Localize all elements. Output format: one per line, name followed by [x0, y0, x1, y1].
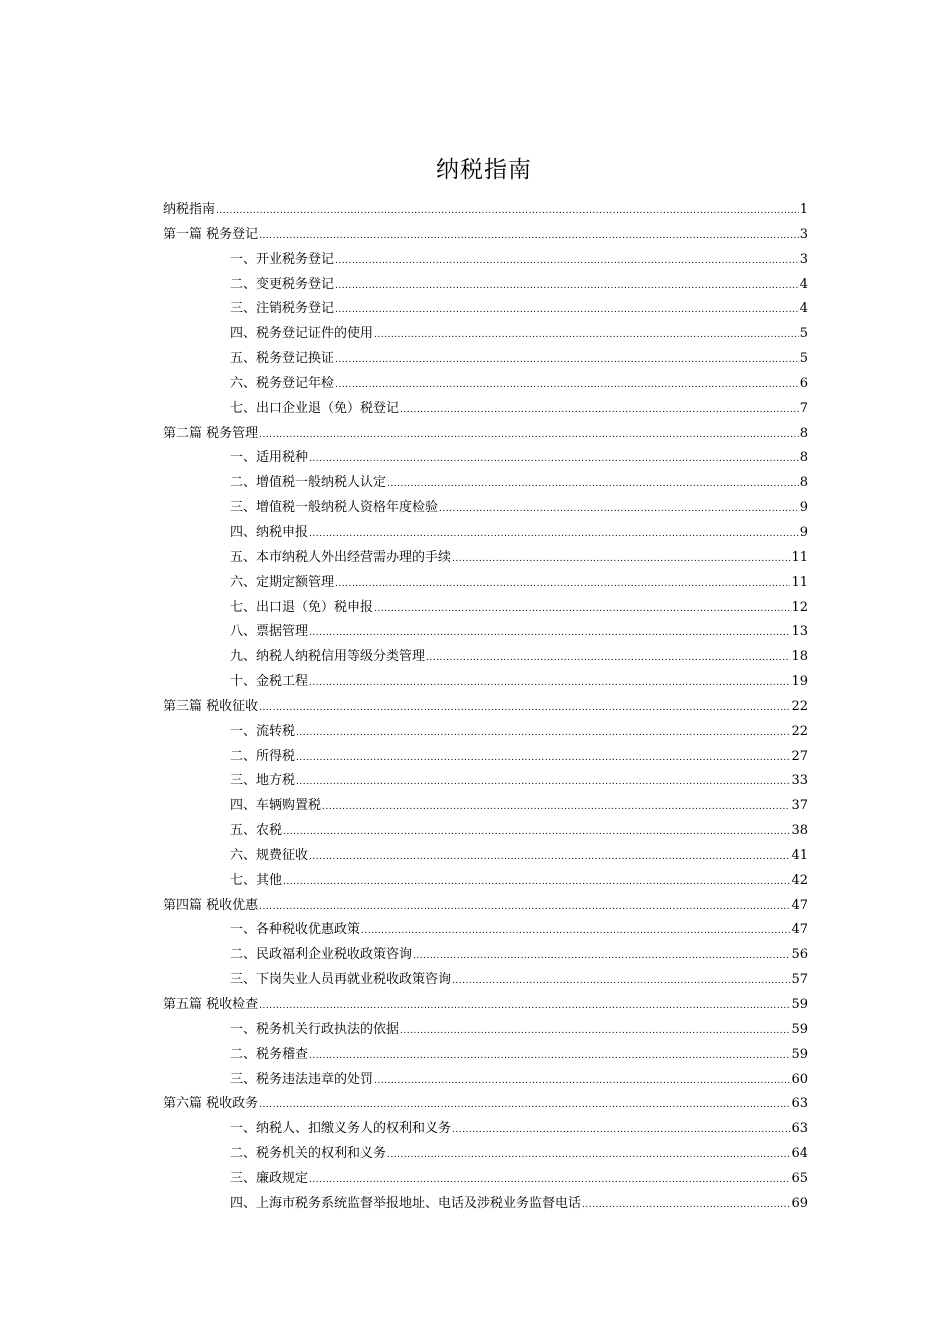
toc-dot-leader — [452, 1118, 790, 1143]
toc-entry-label: 二、变更税务登记 — [230, 276, 335, 292]
toc-entry-label: 第五篇 税收检查 — [163, 997, 259, 1012]
toc-page-number: 38 — [791, 823, 808, 839]
toc-subsection-entry[interactable] — [163, 844, 808, 869]
toc-entry-label: 二、税务机关的权利和义务 — [230, 1146, 387, 1162]
toc-subsection-entry[interactable] — [163, 471, 808, 496]
toc-page-number: 9 — [799, 524, 808, 540]
toc-page-number: 65 — [791, 1170, 808, 1186]
toc-entry-label: 第四篇 税收优惠 — [163, 897, 259, 913]
toc-entry-label: 八、票据管理 — [230, 624, 309, 640]
toc-dot-leader — [259, 895, 790, 920]
toc-subsection-entry[interactable] — [163, 943, 808, 968]
toc-entry-label: 纳税指南 — [163, 202, 216, 217]
toc-dot-leader — [452, 969, 790, 994]
toc-dot-leader — [413, 944, 790, 969]
toc-entry-label: 二、民政福利企业税收政策咨询 — [230, 947, 413, 963]
toc-dot-leader — [387, 1143, 790, 1168]
toc-entry-label: 第六篇 税收政务 — [163, 1096, 259, 1112]
toc-entry-label: 四、上海市税务系统监督举报地址、电话及涉税业务监督电话 — [230, 1195, 582, 1211]
toc-page-number: 4 — [799, 301, 808, 317]
toc-subsection-entry[interactable] — [163, 670, 808, 695]
toc-page-number: 9 — [799, 500, 808, 516]
toc-entry-label: 六、定期定额管理 — [230, 574, 335, 590]
toc-subsection-entry[interactable] — [163, 273, 808, 298]
toc-subsection-entry[interactable] — [163, 1192, 808, 1217]
toc-page-number: 8 — [799, 425, 808, 441]
toc-dot-leader — [335, 348, 799, 373]
toc-entry-label: 七、出口退（免）税申报 — [230, 599, 374, 615]
toc-dot-leader — [335, 373, 799, 398]
toc-entry-label: 六、税务登记年检 — [230, 375, 335, 391]
toc-page-number: 41 — [791, 847, 808, 863]
toc-entry-label: 二、增值税一般纳税人认定 — [230, 475, 387, 491]
toc-dot-leader — [259, 696, 790, 721]
toc-page-number: 63 — [791, 1121, 808, 1137]
toc-entry-label: 三、注销税务登记 — [230, 301, 335, 317]
toc-page-number: 57 — [791, 972, 808, 988]
toc-page-number: 60 — [791, 1071, 808, 1087]
toc-page-number: 13 — [791, 624, 808, 640]
toc-dot-leader — [439, 497, 799, 522]
toc-dot-leader — [259, 994, 790, 1019]
toc-page-number: 11 — [791, 574, 808, 590]
toc-dot-leader — [296, 746, 790, 771]
toc-page-number: 5 — [799, 326, 808, 342]
toc-page-number: 1 — [799, 202, 808, 217]
toc-section-entry[interactable] — [163, 695, 808, 720]
toc-subsection-entry[interactable] — [163, 645, 808, 670]
toc-entry-label: 一、税务机关行政执法的依据 — [230, 1021, 400, 1037]
toc-entry-label: 一、纳税人、扣缴义务人的权利和义务 — [230, 1121, 452, 1137]
toc-entry-label: 四、纳税申报 — [230, 524, 309, 540]
toc-subsection-entry[interactable] — [163, 1142, 808, 1167]
toc-page-number: 59 — [791, 1021, 808, 1037]
toc-page-number: 37 — [791, 798, 808, 814]
toc-dot-leader — [387, 472, 799, 497]
toc-page-number: 7 — [799, 400, 808, 416]
toc-subsection-entry[interactable] — [163, 1068, 808, 1093]
toc-entry-label: 一、流转税 — [230, 723, 296, 739]
toc-dot-leader — [259, 1093, 790, 1118]
toc-dot-leader — [335, 572, 790, 597]
toc-dot-leader — [426, 646, 790, 671]
toc-subsection-entry[interactable] — [163, 1117, 808, 1142]
toc-dot-leader — [335, 249, 799, 274]
toc-entry-label: 四、税务登记证件的使用 — [230, 326, 374, 342]
toc-section-entry[interactable] — [163, 993, 808, 1018]
toc-dot-leader — [361, 919, 790, 944]
toc-dot-leader — [309, 447, 799, 472]
toc-subsection-entry[interactable] — [163, 819, 808, 844]
toc-dot-leader — [309, 1168, 790, 1193]
toc-page-number: 42 — [791, 872, 808, 888]
toc-entry-label: 九、纳税人纳税信用等级分类管理 — [230, 649, 426, 665]
toc-page-number: 4 — [799, 276, 808, 292]
toc-page-number: 63 — [791, 1096, 808, 1112]
toc-page-number: 8 — [799, 475, 808, 491]
toc-dot-leader — [283, 870, 790, 895]
toc-dot-leader — [309, 671, 790, 696]
toc-section-entry[interactable] — [163, 894, 808, 919]
document-title: 纳税指南 — [436, 157, 532, 183]
toc-dot-leader — [216, 199, 799, 224]
toc-dot-leader — [452, 547, 790, 572]
toc-subsection-entry[interactable] — [163, 496, 808, 521]
toc-page-number: 47 — [791, 922, 808, 938]
toc-subsection-entry[interactable] — [163, 571, 808, 596]
toc-entry-label: 一、适用税种 — [230, 450, 309, 466]
toc-dot-leader — [259, 423, 799, 448]
toc-subsection-entry[interactable] — [163, 322, 808, 347]
toc-dot-leader — [582, 1193, 790, 1218]
toc-entry-label: 二、所得税 — [230, 748, 296, 764]
toc-subsection-entry[interactable] — [163, 720, 808, 745]
toc-dot-leader — [322, 795, 790, 820]
toc-dot-leader — [309, 1044, 790, 1069]
toc-entry-label: 一、各种税收优惠政策 — [230, 922, 361, 938]
toc-page-number: 8 — [799, 450, 808, 466]
toc-entry-label: 三、税务违法违章的处罚 — [230, 1071, 374, 1087]
toc-subsection-entry[interactable] — [163, 968, 808, 993]
toc-section-entry[interactable] — [163, 198, 808, 223]
toc-page-number: 6 — [799, 375, 808, 391]
toc-page-number: 22 — [791, 698, 808, 714]
toc-subsection-entry[interactable] — [163, 397, 808, 422]
toc-subsection-entry[interactable] — [163, 1043, 808, 1068]
toc-dot-leader — [259, 224, 799, 249]
toc-entry-label: 三、地方税 — [230, 773, 296, 789]
toc-dot-leader — [296, 770, 790, 795]
toc-subsection-entry[interactable] — [163, 1167, 808, 1192]
toc-page-number: 3 — [799, 226, 808, 242]
toc-page-number: 59 — [791, 1046, 808, 1062]
table-of-contents — [163, 198, 808, 1217]
toc-entry-label: 十、金税工程 — [230, 674, 309, 690]
toc-entry-label: 二、税务稽查 — [230, 1046, 309, 1062]
toc-entry-label: 七、出口企业退（免）税登记 — [230, 400, 400, 416]
toc-section-entry[interactable] — [163, 223, 808, 248]
toc-subsection-entry[interactable] — [163, 347, 808, 372]
toc-subsection-entry[interactable] — [163, 918, 808, 943]
toc-subsection-entry[interactable] — [163, 620, 808, 645]
toc-page-number: 56 — [791, 947, 808, 963]
toc-dot-leader — [335, 298, 799, 323]
toc-dot-leader — [374, 597, 790, 622]
toc-subsection-entry[interactable] — [163, 521, 808, 546]
toc-subsection-entry[interactable] — [163, 596, 808, 621]
toc-subsection-entry[interactable] — [163, 297, 808, 322]
toc-page-number: 3 — [799, 251, 808, 267]
toc-subsection-entry[interactable] — [163, 869, 808, 894]
toc-subsection-entry[interactable] — [163, 372, 808, 397]
toc-dot-leader — [309, 845, 790, 870]
toc-entry-label: 第二篇 税务管理 — [163, 425, 259, 441]
toc-dot-leader — [283, 820, 790, 845]
toc-entry-label: 七、其他 — [230, 872, 283, 888]
toc-dot-leader — [374, 1069, 790, 1094]
toc-dot-leader — [400, 398, 799, 423]
toc-dot-leader — [296, 721, 790, 746]
toc-subsection-entry[interactable] — [163, 546, 808, 571]
toc-page-number: 22 — [791, 723, 808, 739]
toc-page-number: 5 — [799, 351, 808, 367]
toc-subsection-entry[interactable] — [163, 794, 808, 819]
toc-page-number: 12 — [791, 599, 808, 615]
toc-subsection-entry[interactable] — [163, 745, 808, 770]
toc-entry-label: 三、廉政规定 — [230, 1170, 309, 1186]
toc-entry-label: 六、规费征收 — [230, 847, 309, 863]
toc-subsection-entry[interactable] — [163, 769, 808, 794]
toc-entry-label: 五、农税 — [230, 823, 283, 839]
toc-dot-leader — [335, 274, 799, 299]
toc-page-number: 64 — [791, 1146, 808, 1162]
toc-entry-label: 第三篇 税收征收 — [163, 698, 259, 714]
toc-dot-leader — [374, 323, 799, 348]
toc-section-entry[interactable] — [163, 1092, 808, 1117]
toc-page-number: 18 — [791, 649, 808, 665]
toc-subsection-entry[interactable] — [163, 248, 808, 273]
toc-subsection-entry[interactable] — [163, 1018, 808, 1043]
toc-entry-label: 三、下岗失业人员再就业税收政策咨询 — [230, 972, 452, 988]
toc-page-number: 11 — [791, 549, 808, 565]
toc-entry-label: 四、车辆购置税 — [230, 798, 322, 814]
toc-page-number: 19 — [791, 674, 808, 690]
toc-dot-leader — [309, 621, 790, 646]
toc-dot-leader — [309, 522, 799, 547]
toc-page-number: 47 — [791, 897, 808, 913]
toc-section-entry[interactable] — [163, 422, 808, 447]
toc-entry-label: 三、增值税一般纳税人资格年度检验 — [230, 500, 439, 516]
toc-entry-label: 第一篇 税务登记 — [163, 226, 259, 242]
toc-page-number: 59 — [791, 997, 808, 1012]
toc-page-number: 33 — [791, 773, 808, 789]
toc-entry-label: 一、开业税务登记 — [230, 251, 335, 267]
toc-entry-label: 五、本市纳税人外出经营需办理的手续 — [230, 549, 452, 565]
toc-dot-leader — [400, 1019, 790, 1044]
toc-subsection-entry[interactable] — [163, 446, 808, 471]
toc-page-number: 69 — [791, 1195, 808, 1211]
toc-entry-label: 五、税务登记换证 — [230, 351, 335, 367]
toc-page-number: 27 — [791, 748, 808, 764]
